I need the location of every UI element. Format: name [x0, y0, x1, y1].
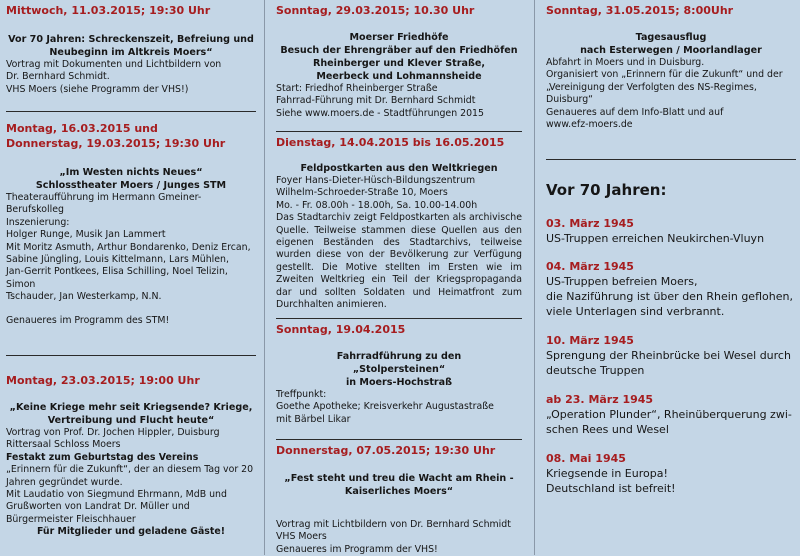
event-separator: [6, 355, 256, 356]
event-subtitle: Festakt zum Geburtstag des Vereins: [6, 451, 199, 463]
history-date: 10. März 1945: [546, 334, 634, 347]
event-block: [6, 3, 256, 96]
event-description: „Erinnern für die Zukunft“, der an diesem Tag vor 20 Jahren gegründet wurde. Mit Laudatio von Siegmund Ehrmann, MdB und Grußworten von Landrat Dr. Müller und Bürgermeister Fleischhauer: [6, 464, 254, 525]
history-date: ab 23. März 1945: [546, 393, 654, 406]
event-title: „Keine Kriege mehr seit Kriegsende? Kriege, Vertreibung und Flucht heute“: [9, 402, 253, 426]
event-date: Mittwoch, 11.03.2015; 19:30 Uhr: [6, 4, 211, 17]
event-separator: [276, 131, 522, 132]
history-section: [546, 180, 796, 496]
event-title: Moerser Friedhöfe Besuch der Ehrengräber auf den Friedhöfen Rheinberger und Klever Straße, Meerbeck und Lohmannsheide: [280, 32, 518, 82]
event-block: [276, 443, 522, 556]
event-date: Sonntag, 29.03.2015; 10.30 Uhr: [276, 4, 475, 17]
event-description: Treffpunkt: Goethe Apotheke; Kreisverkehr Augustastraße mit Bärbel Likar: [276, 389, 494, 425]
event-description: Vortrag mit Dokumenten und Lichtbildern von Dr. Bernhard Schmidt. VHS Moers (siehe Programm der VHS!): [6, 59, 222, 95]
event-date: Sonntag, 31.05.2015; 8:00Uhr: [546, 4, 734, 17]
history-date: 04. März 1945: [546, 260, 634, 273]
event-separator: [276, 439, 522, 440]
event-date: Dienstag, 14.04.2015 bis 16.05.2015: [276, 136, 505, 149]
history-text: US-Truppen erreichen Neukirchen-Vluyn: [546, 232, 765, 245]
event-date: Sonntag, 19.04.2015: [276, 323, 406, 336]
event-description: Foyer Hans-Dieter-Hüsch-Bildungszentrum Wilhelm-Schroeder-Straße 10, Moers Mo. - Fr. 08.00h - 18.00h, Sa. 10.00-14.00h: [276, 175, 478, 211]
event-paragraph: Das Stadtarchiv zeigt Feldpostkarten als archivische Quelle. Teilweise stammen diese Quellen aus den eigenen Beständen des Stadtarchivs, teilweise wurden diese von der Bevölkerung zur Verfügung gestellt. Die Motive stellten im Ersten wie im Zweiten Weltkrieg ein Teil der Kriegspropaganda dar und sollten Soldaten und Heimatfront zum Durchhalten animieren.: [276, 212, 522, 311]
column-right: [538, 0, 800, 555]
event-separator: [6, 111, 256, 112]
history-text: US-Truppen befreien Moers, die Naziführung ist über den Rhein geflohen, viele Unterlagen sind verbrannt.: [546, 275, 793, 318]
event-description: Vortrag von Prof. Dr. Jochen Hippler, Duisburg Rittersaal Schloss Moers: [6, 427, 220, 451]
event-block: [6, 121, 256, 327]
event-title: Tagesausflug nach Esterwegen / Moorlandlager: [580, 32, 762, 56]
event-block: [276, 322, 522, 426]
history-heading: Vor 70 Jahren:: [546, 181, 667, 199]
event-description: Abfahrt in Moers und in Duisburg. Organisiert von „Erinnern für die Zukunft“ und der „Vereinigung der Verfolgten des NS-Regimes, Duisburg“ Genaueres auf dem Info-Blatt und auf www.efz-moers.de: [546, 57, 783, 131]
history-text: Kriegsende in Europa! Deutschland ist befreit!: [546, 467, 676, 495]
column-left: [0, 0, 262, 555]
event-date: Donnerstag, 07.05.2015; 19:30 Uhr: [276, 444, 496, 457]
event-description: Vortrag mit Lichtbildern von Dr. Bernhard Schmidt VHS Moers Genaueres im Programm der VHS!: [276, 519, 511, 555]
event-block: [276, 3, 522, 120]
event-separator: [546, 159, 796, 160]
event-separator: [276, 318, 522, 319]
event-title: Vor 70 Jahren: Schreckenszeit, Befreiung und Neubeginn im Altkreis Moers“: [8, 34, 254, 58]
history-text: Sprengung der Rheinbrücke bei Wesel durch deutsche Truppen: [546, 349, 791, 377]
event-date: Montag, 23.03.2015; 19:00 Uhr: [6, 374, 200, 387]
history-date: 03. März 1945: [546, 217, 634, 230]
event-footer: Für Mitglieder und geladene Gäste!: [37, 526, 225, 538]
column-divider-left: [264, 0, 265, 555]
event-title: Fahrradführung zu den „Stolpersteinen“ in Moers-Hochstraß: [336, 351, 462, 388]
history-text: „Operation Plunder“, Rheinüberquerung zwi- schen Rees und Wesel: [546, 408, 792, 436]
event-description: Start: Friedhof Rheinberger Straße Fahrrad-Führung mit Dr. Bernhard Schmidt Siehe www.moers.de - Stadtführungen 2015: [276, 83, 484, 119]
event-note: Genaueres im Programm des STM!: [6, 314, 170, 326]
column-divider-right: [534, 0, 535, 555]
event-block: [276, 135, 522, 311]
event-title: „Fest steht und treu die Wacht am Rhein - Kaiserliches Moers“: [284, 473, 514, 497]
event-block: [546, 3, 796, 131]
event-date: Montag, 16.03.2015 und Donnerstag, 19.03.2015; 19:30 Uhr: [6, 122, 226, 150]
event-block: [6, 373, 256, 539]
event-title: „Im Westen nichts Neues“ Schlosstheater Moers / Junges STM: [35, 167, 227, 191]
event-title: Feldpostkarten aus den Weltkriegen: [300, 163, 498, 174]
history-date: 08. Mai 1945: [546, 452, 626, 465]
column-middle: [266, 0, 528, 555]
event-description: Theateraufführung im Hermann Gmeiner-Berufskolleg Inszenierung: Holger Runge, Musik Jan Lammert Mit Moritz Asmuth, Arthur Bondarenko, Deniz Ercan, Sabine Jüngling, Louis Kittelmann, Lars Mühlen, Jan-Gerrit Pontkees, Elisa Schilling, Noel Telizin, Simon Tschauder, Jan Westerkamp, N.N.: [6, 192, 251, 303]
